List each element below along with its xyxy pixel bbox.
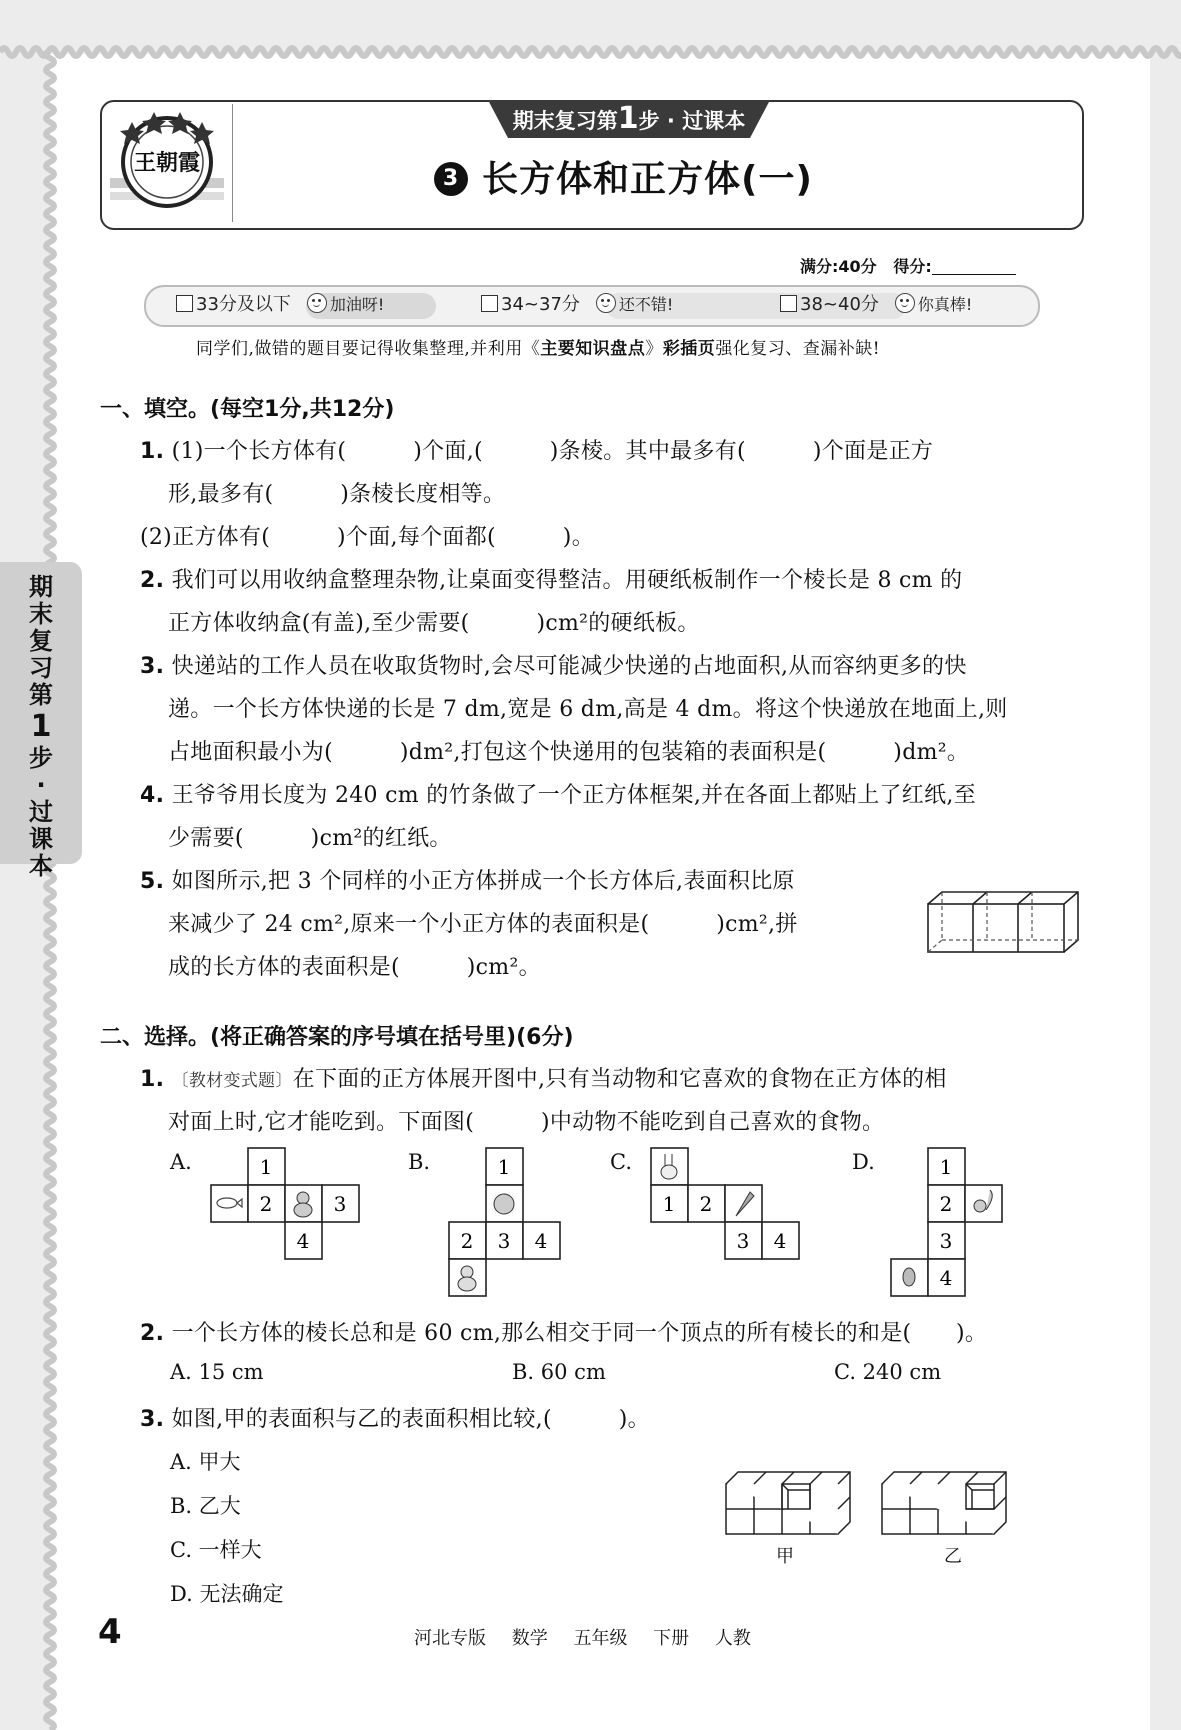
net-option-d-label[interactable]: D. [852, 1150, 875, 1174]
score-blank[interactable] [932, 258, 1016, 275]
chapter-title: 3 长方体和正方体(一) [434, 154, 813, 206]
net-cell-label: 1 [259, 1155, 273, 1179]
wavy-left-border [38, 50, 62, 1730]
net-option-b[interactable] [446, 1146, 564, 1298]
net-cell-label: 4 [773, 1229, 787, 1253]
grade-item-high: 38~40分 你真棒! [780, 292, 972, 318]
net-cell-label: 3 [939, 1229, 953, 1253]
question-3-line-2: 递。一个长方体快递的长是 7 dm,宽是 6 dm,高是 4 dm。将这个快递放在地面上,则 [168, 697, 1008, 722]
side-tab-text: 期 末 复 习 第 1 步 · 过 课 本 [29, 573, 53, 880]
net-cell-label: 2 [699, 1192, 713, 1216]
smiley-icon [895, 293, 915, 313]
section-2-title: 二、选择。(将正确答案的序号填在括号里)(6分) [100, 1025, 574, 1050]
mc-2-option-b[interactable]: B. 60 cm [512, 1360, 606, 1384]
mc-3-option-a[interactable]: A. 甲大 [170, 1450, 241, 1474]
question-4-line-1: 4. 王爷爷用长度为 240 cm 的竹条做了一个正方体框架,并在各面上都贴上了红纸,至 [140, 783, 977, 808]
net-cell-label: 1 [497, 1155, 511, 1179]
grade-checkbox[interactable] [780, 295, 797, 312]
net-cell-label: 3 [497, 1229, 511, 1253]
net-cell-label: 4 [296, 1229, 310, 1253]
question-5-line-1: 5. 如图所示,把 3 个同样的小正方体拼成一个长方体后,表面积比原 [140, 869, 795, 894]
mc-question-2: 2. 一个长方体的棱长总和是 60 cm,那么相交于同一个顶点的所有棱长的和是( )。 [140, 1321, 988, 1346]
grade-checkbox[interactable] [481, 295, 498, 312]
score-line: 满分:40分 得分: [800, 254, 1016, 277]
three-cubes-figure [926, 890, 1082, 956]
page-number: 4 [98, 1612, 122, 1652]
net-option-a[interactable] [208, 1146, 362, 1262]
question-5-line-3: 成的长方体的表面积是( )cm²。 [168, 955, 541, 980]
question-1-1-line-2: 形,最多有( )条棱长度相等。 [168, 482, 506, 507]
question-1-1-line-1: 1. (1)一个长方体有( )个面,( )条棱。其中最多有( )个面是正方 [140, 439, 934, 464]
net-cell-label: 4 [939, 1266, 953, 1290]
net-option-b-label[interactable]: B. [408, 1150, 431, 1174]
mc-question-1-line-1: 1. 〔教材变式题〕在下面的正方体展开图中,只有当动物和它喜欢的食物在正方体的相 [140, 1067, 947, 1092]
review-tip: 同学们,做错的题目要记得收集整理,并利用《主要知识盘点》彩插页强化复习、查漏补缺! [196, 339, 881, 359]
smiley-icon [307, 293, 327, 313]
mc-2-option-a[interactable]: A. 15 cm [170, 1360, 264, 1384]
net-option-c[interactable] [648, 1146, 802, 1262]
grade-checkbox[interactable] [176, 295, 193, 312]
grade-item-mid: 34~37分 还不错! [481, 292, 673, 318]
header-divider [232, 104, 233, 222]
grade-item-low: 33分及以下 加油呀! [176, 292, 384, 318]
net-option-c-label[interactable]: C. [610, 1150, 632, 1174]
smiley-icon [596, 293, 616, 313]
pinecone-icon [903, 1268, 915, 1286]
mc-3-option-c[interactable]: C. 一样大 [170, 1538, 262, 1562]
net-cell-label: 2 [259, 1192, 273, 1216]
question-4-line-2: 少需要( )cm²的红纸。 [168, 826, 452, 851]
question-3-line-3: 占地面积最小为( )dm²,打包这个快递用的包装箱的表面积是( )dm²。 [168, 740, 970, 765]
net-cell-label: 1 [662, 1192, 676, 1216]
question-1-2: (2)正方体有( )个面,每个面都( )。 [140, 525, 594, 550]
mc-question-3: 3. 如图,甲的表面积与乙的表面积相比较,( )。 [140, 1407, 650, 1432]
net-cell-label: 3 [736, 1229, 750, 1253]
figure-jia-label: 甲 [776, 1546, 794, 1567]
mc-2-option-c[interactable]: C. 240 cm [834, 1360, 942, 1384]
step-banner-text: 期末复习第1步 · 过课本 [512, 101, 746, 136]
question-2-line-1: 2. 我们可以用收纳盒整理杂物,让桌面变得整洁。用硬纸板制作一个棱长是 8 cm 的 [140, 568, 963, 593]
net-option-a-label[interactable]: A. [170, 1150, 192, 1174]
net-option-d[interactable] [888, 1146, 1006, 1298]
book-info: 河北专版 数学 五年级 下册 人教 [414, 1628, 751, 1649]
question-5-line-2: 来减少了 24 cm²,原来一个小正方体的表面积是( )cm²,拼 [168, 912, 798, 937]
net-cell-label: 3 [333, 1192, 347, 1216]
brand-logo [104, 104, 230, 222]
wavy-top-border [0, 40, 1181, 64]
figure-yi-label: 乙 [944, 1546, 962, 1567]
net-cell-label: 2 [460, 1229, 474, 1253]
net-cell-label: 4 [534, 1229, 548, 1253]
net-cell-label: 2 [939, 1192, 953, 1216]
mc-question-1-line-2: 对面上时,它才能吃到。下面图( )中动物不能吃到自己喜欢的食物。 [168, 1110, 885, 1135]
chapter-number-badge: 3 [434, 162, 468, 196]
question-2-line-2: 正方体收纳盒(有盖),至少需要( )cm²的硬纸板。 [168, 611, 700, 636]
logo-lettering: 王朝霞 [133, 150, 201, 176]
mc-3-option-d[interactable]: D. 无法确定 [170, 1582, 284, 1606]
question-3-line-1: 3. 快递站的工作人员在收取货物时,会尽可能减少快递的占地面积,从而容纳更多的快 [140, 654, 967, 679]
net-cell-label: 1 [939, 1155, 953, 1179]
food-icon [494, 1194, 514, 1214]
mc-3-option-b[interactable]: B. 乙大 [170, 1494, 241, 1518]
section-1-title: 一、填空。(每空1分,共12分) [100, 397, 395, 422]
